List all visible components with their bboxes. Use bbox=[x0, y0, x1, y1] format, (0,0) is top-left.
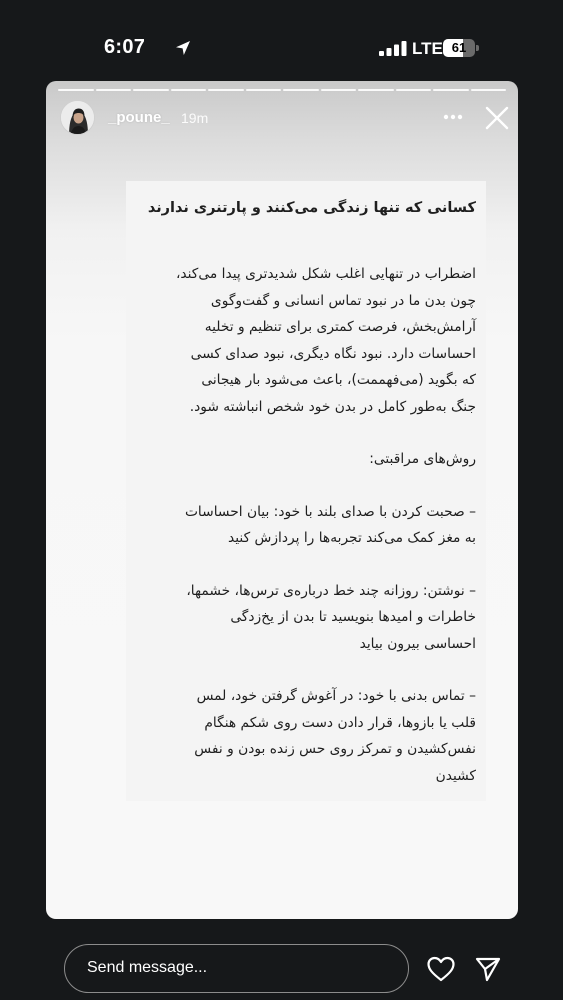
status-bar bbox=[0, 0, 563, 80]
story-progress-segment bbox=[283, 89, 319, 91]
paragraph-line: احساسات دارد. نبود نگاه دیگری، نبود صدای کسی bbox=[190, 345, 476, 362]
story-progress-segment bbox=[246, 89, 282, 91]
story-progress-segment bbox=[96, 89, 132, 91]
paragraph-line: اضطراب در تنهایی اغلب شکل شدیدتری پیدا می‌کند، bbox=[175, 266, 476, 282]
paragraph-line: قلب یا بازوها، قرار دادن دست روی شکم هنگام bbox=[204, 714, 476, 731]
story-progress-segment bbox=[133, 89, 169, 91]
method-1-paragraph bbox=[126, 499, 476, 552]
story-progress-segment bbox=[321, 89, 357, 91]
paragraph-line: آرامش‌بخش، فرصت کمتری برای تنظیم و تخلیه bbox=[204, 319, 476, 335]
send-message-input[interactable]: Send message... bbox=[64, 944, 409, 993]
story-progress-segment bbox=[471, 89, 507, 91]
paragraph-line: خاطرات و امیدها بنویسید تا بدن از یخ‌زدگی bbox=[230, 609, 476, 625]
story-progress-bar bbox=[58, 89, 506, 91]
avatar[interactable] bbox=[60, 100, 95, 135]
story-progress-segment bbox=[358, 89, 394, 91]
more-dots-icon[interactable] bbox=[440, 107, 466, 127]
close-icon[interactable] bbox=[483, 104, 511, 132]
paragraph-line: احساسی بیرون بیاید bbox=[359, 635, 476, 652]
story-age: 19m bbox=[181, 110, 209, 126]
story-progress-segment bbox=[58, 89, 94, 91]
intro-paragraph bbox=[126, 261, 476, 420]
status-time: 6:07 bbox=[104, 36, 146, 58]
heart-icon[interactable] bbox=[426, 955, 456, 983]
story-progress-segment bbox=[396, 89, 432, 91]
paragraph-line: چون بدن ما در نبود تماس انسانی و گفت‌وگوی bbox=[210, 292, 476, 309]
story-progress-segment bbox=[433, 89, 469, 91]
paragraph-line: کشیدن bbox=[435, 767, 476, 784]
avatar-image bbox=[61, 101, 95, 135]
battery-icon bbox=[443, 39, 479, 57]
method-2-paragraph bbox=[126, 578, 476, 658]
paragraph-line: نفس‌کشیدن و تمرکز روی حس زنده بودن و نفس bbox=[194, 741, 476, 757]
methods-heading: روش‌های مراقبتی: bbox=[369, 451, 476, 467]
paragraph-line: جنگ به‌طور کامل در بدن خود شخص انباشته شود. bbox=[189, 398, 476, 415]
story-username[interactable]: _poune_ bbox=[108, 109, 170, 126]
story-progress-segment bbox=[208, 89, 244, 91]
carrier-label: LTE bbox=[412, 39, 443, 58]
story-article bbox=[126, 189, 476, 789]
paragraph-line: – تماس بدنی با خود: در آغوش گرفتن خود، لمس bbox=[196, 688, 476, 704]
paragraph-line: که بگوید (می‌فهممت)، باعث می‌شود بار هیجانی bbox=[201, 372, 476, 388]
battery-level-text: 61 bbox=[451, 40, 467, 55]
paragraph-line: – صحبت کردن با صدای بلند با خود: بیان احساسات bbox=[184, 503, 476, 520]
location-arrow-icon bbox=[174, 39, 192, 57]
story-card[interactable] bbox=[46, 81, 518, 919]
paragraph-line: – نوشتن: روزانه چند خط درباره‌ی ترس‌ها، خشمها، bbox=[186, 582, 476, 599]
story-progress-segment bbox=[171, 89, 207, 91]
method-3-paragraph bbox=[126, 683, 476, 789]
article-title: کسانی که تنها زندگی می‌کنند و پارتنری ندارند bbox=[147, 200, 476, 216]
cellular-signal-icon bbox=[379, 41, 407, 56]
paper-plane-icon[interactable] bbox=[474, 955, 502, 983]
paragraph-line: به مغز کمک می‌کند تجربه‌ها را پردازش کنید bbox=[228, 530, 476, 546]
